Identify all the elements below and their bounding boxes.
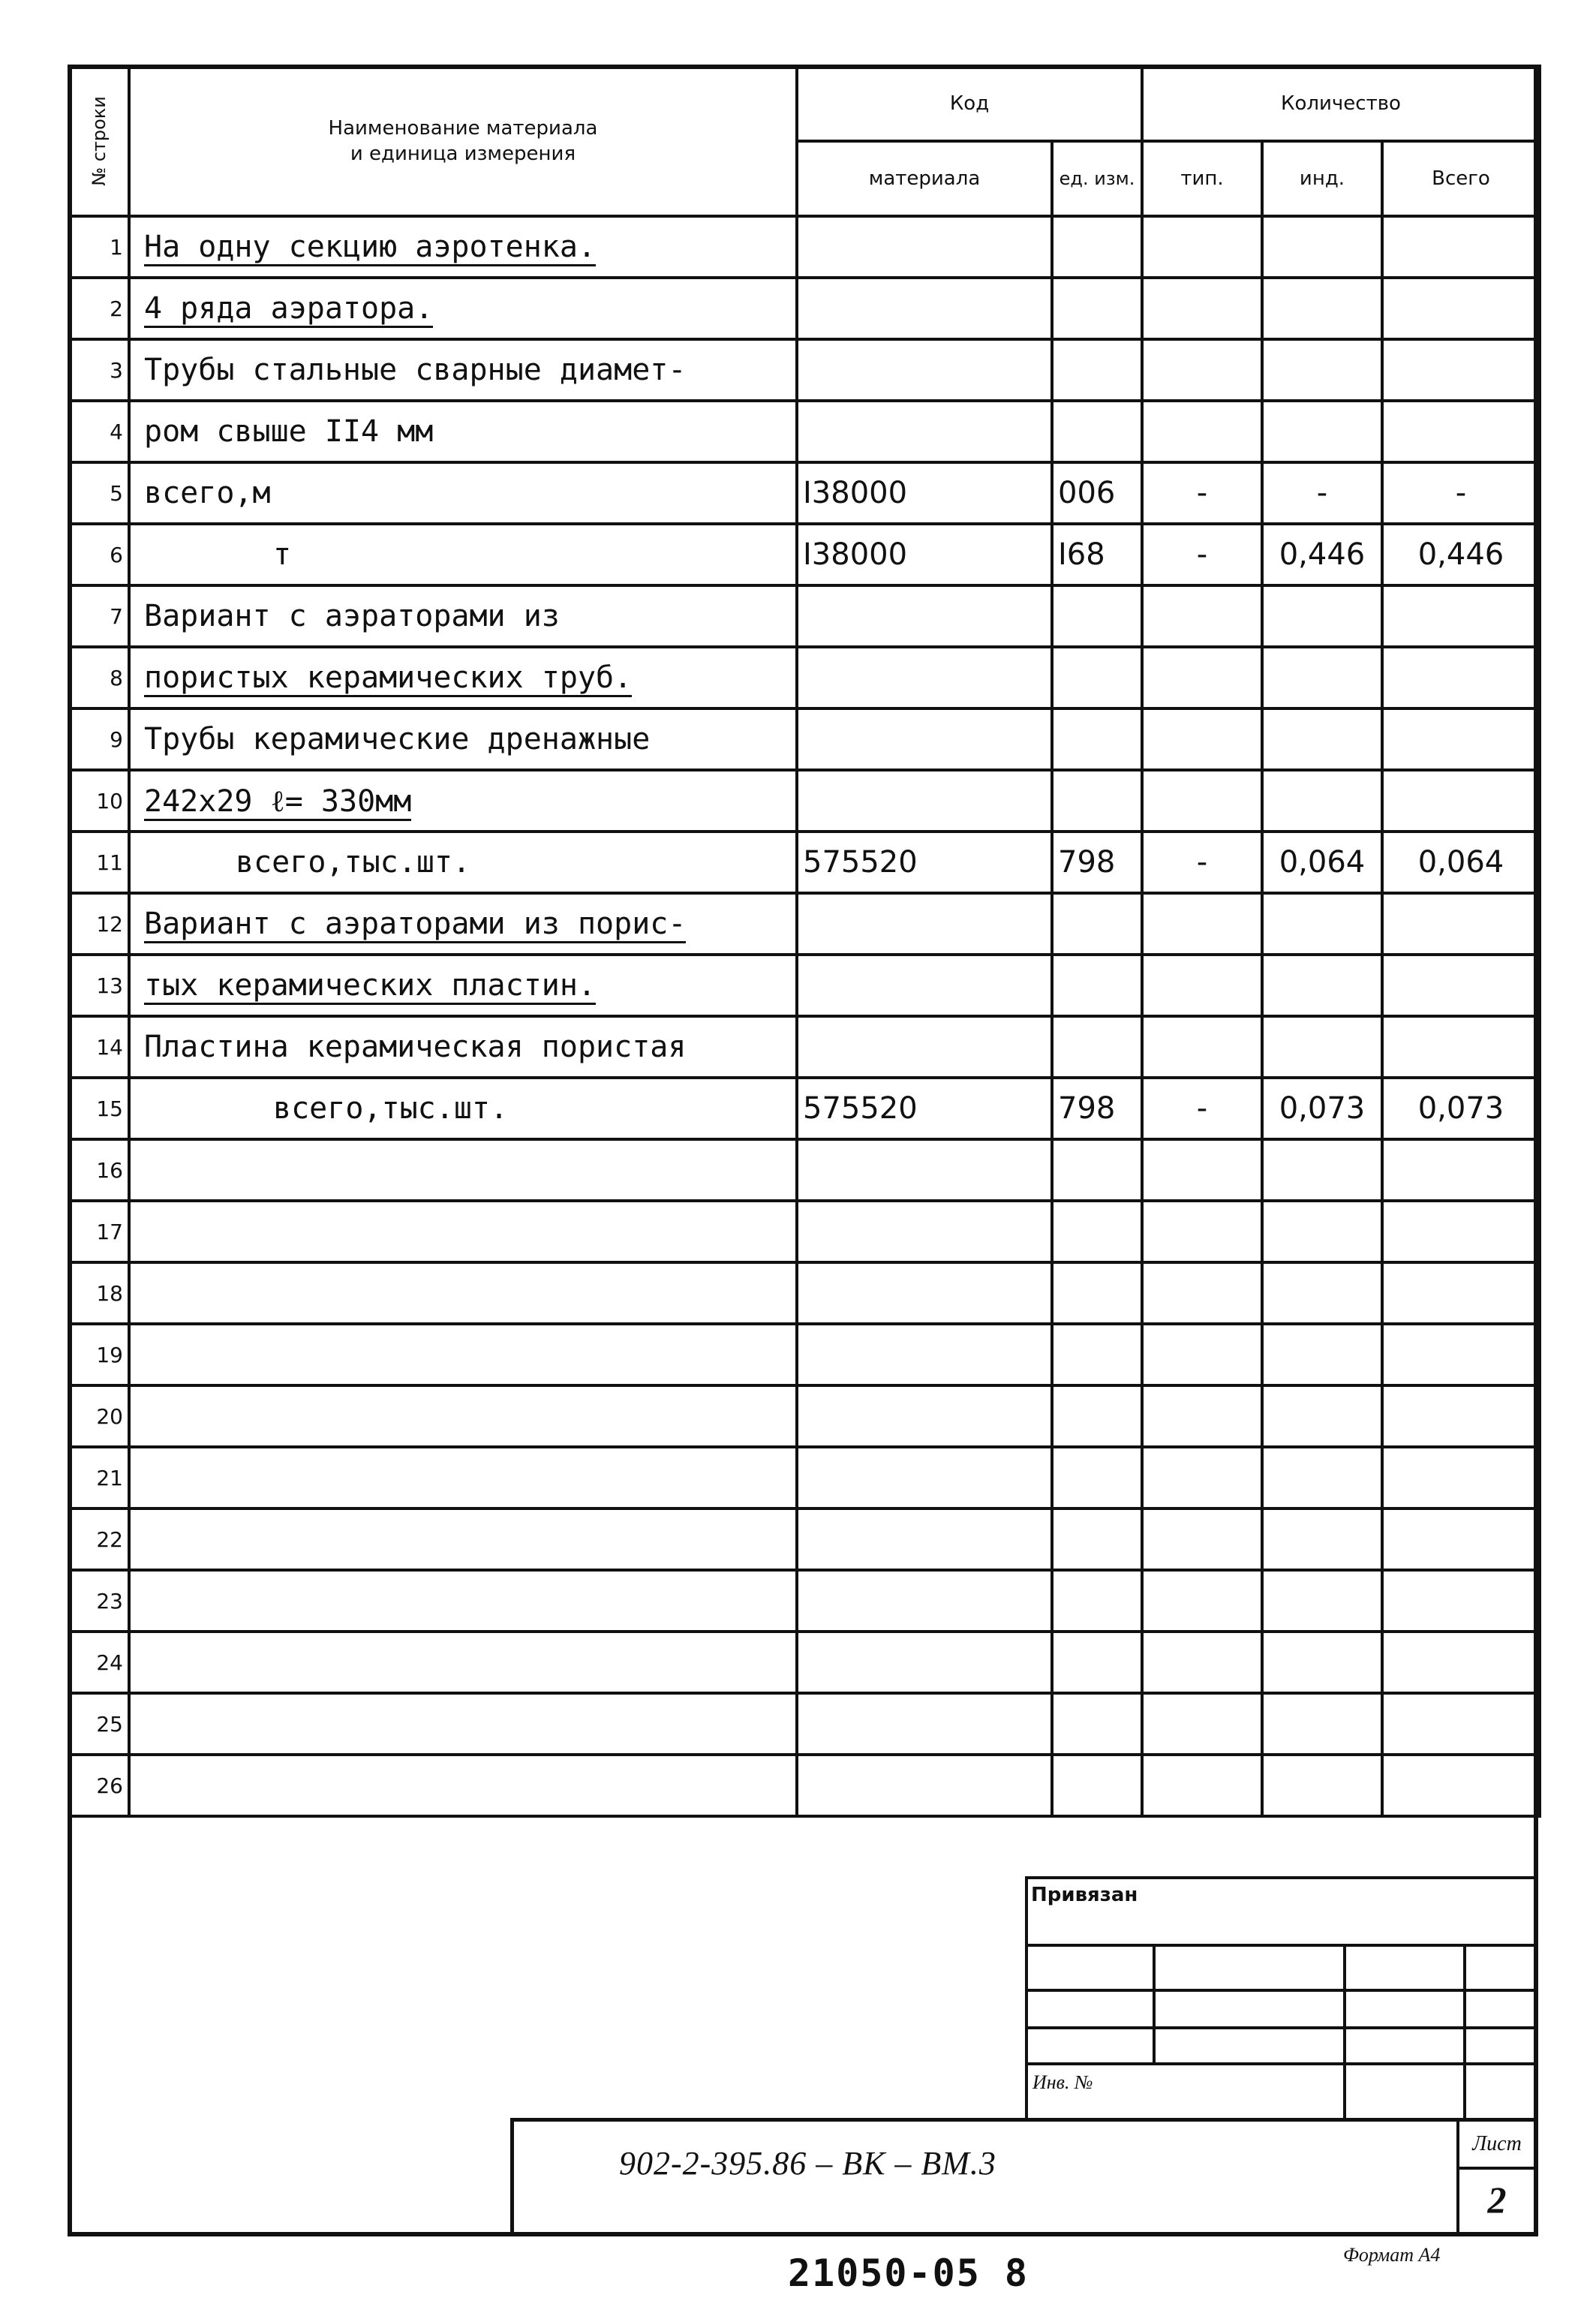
privyazan-label: Привязан — [1031, 1884, 1138, 1906]
unit-code-cell — [1052, 647, 1142, 708]
qty-typical-header: тип. — [1142, 141, 1262, 216]
qty-typical-cell — [1142, 216, 1262, 278]
material-name-cell — [129, 1755, 797, 1816]
row-number: 14 — [69, 1016, 129, 1078]
qty-total-cell — [1382, 1016, 1540, 1078]
unit-code-cell — [1052, 1201, 1142, 1262]
table-row — [69, 524, 1540, 585]
material-code-cell: 575520 — [797, 1078, 1052, 1139]
qty-typical-cell — [1142, 1570, 1262, 1632]
table-row — [69, 1508, 1540, 1570]
table-row — [69, 770, 1540, 832]
qty-individual-cell — [1262, 1139, 1382, 1201]
table-row — [69, 585, 1540, 647]
unit-code-cell: I68 — [1052, 524, 1142, 585]
qty-typical-cell — [1142, 585, 1262, 647]
material-code-cell: 575520 — [797, 832, 1052, 893]
material-name-cell — [129, 339, 797, 401]
qty-typical-cell — [1142, 1016, 1262, 1078]
material-name-text: пористых керамических труб. — [144, 660, 632, 697]
qty-total-cell — [1382, 770, 1540, 832]
table-row — [69, 1016, 1540, 1078]
material-code-cell — [797, 1324, 1052, 1385]
unit-code-cell — [1052, 708, 1142, 770]
row-number: 3 — [69, 339, 129, 401]
qty-total-cell — [1382, 339, 1540, 401]
qty-individual-cell — [1262, 955, 1382, 1016]
material-code-cell — [797, 893, 1052, 955]
row-number: 26 — [69, 1755, 129, 1816]
qty-individual-cell — [1262, 1570, 1382, 1632]
material-name-header — [129, 66, 797, 216]
qty-typical-cell — [1142, 647, 1262, 708]
paper-format: Формат А4 — [1343, 2244, 1441, 2266]
qty-individual-cell — [1262, 1447, 1382, 1508]
quantity-group-header: Количество — [1142, 66, 1540, 141]
material-name-cell — [129, 1385, 797, 1447]
material-name-cell — [129, 1139, 797, 1201]
qty-individual-cell — [1262, 647, 1382, 708]
qty-individual-cell — [1262, 1508, 1382, 1570]
row-number: 5 — [69, 462, 129, 524]
qty-typical-cell — [1142, 708, 1262, 770]
material-name-text: всего,тыс.шт. — [273, 1091, 509, 1126]
qty-typical-cell — [1142, 339, 1262, 401]
qty-total-cell — [1382, 1262, 1540, 1324]
qty-typical-cell — [1142, 893, 1262, 955]
material-name-cell — [129, 1693, 797, 1755]
qty-typical-cell — [1142, 278, 1262, 339]
qty-total-cell — [1382, 1385, 1540, 1447]
qty-total-cell — [1382, 401, 1540, 462]
table-row — [69, 1570, 1540, 1632]
qty-total-cell — [1382, 585, 1540, 647]
row-number: 20 — [69, 1385, 129, 1447]
material-name-cell — [129, 1201, 797, 1262]
unit-code-cell — [1052, 216, 1142, 278]
document-code: 902-2-395.86 – ВК – ВМ.3 — [619, 2145, 996, 2182]
qty-individual-cell — [1262, 1262, 1382, 1324]
table-row — [69, 1139, 1540, 1201]
material-name-text: 242x29 ℓ= 330мм — [144, 784, 411, 821]
code-group-header: Код — [797, 66, 1142, 141]
sheet-number: 2 — [1456, 2167, 1534, 2233]
stamp-vline-2 — [1343, 1944, 1346, 2118]
qty-individual-cell — [1262, 1755, 1382, 1816]
qty-individual-cell — [1262, 708, 1382, 770]
material-code-cell — [797, 1755, 1052, 1816]
stamp-line-1 — [1025, 1944, 1538, 1947]
material-code-cell — [797, 1262, 1052, 1324]
qty-individual-cell — [1262, 1016, 1382, 1078]
qty-typical-cell — [1142, 1385, 1262, 1447]
material-name-cell — [129, 278, 797, 339]
unit-code-cell — [1052, 585, 1142, 647]
material-name-cell — [129, 1078, 797, 1139]
qty-individual-cell: - — [1262, 462, 1382, 524]
material-code-cell — [797, 708, 1052, 770]
stamp-left-line — [1025, 1876, 1028, 2118]
unit-code-cell — [1052, 1385, 1142, 1447]
row-number: 13 — [69, 955, 129, 1016]
qty-total-cell — [1382, 1693, 1540, 1755]
material-name-header-line1: Наименование материала — [328, 117, 598, 140]
qty-total-cell — [1382, 1201, 1540, 1262]
qty-total-cell — [1382, 1139, 1540, 1201]
row-number: 19 — [69, 1324, 129, 1385]
material-name-text: Вариант с аэраторами из — [144, 599, 560, 633]
qty-individual-cell — [1262, 770, 1382, 832]
material-name-cell — [129, 216, 797, 278]
qty-total-cell: 0,446 — [1382, 524, 1540, 585]
qty-typical-cell — [1142, 1324, 1262, 1385]
material-name-text: Трубы керамические дренажные — [144, 722, 651, 756]
material-name-cell — [129, 401, 797, 462]
row-number: 17 — [69, 1201, 129, 1262]
qty-individual-cell: 0,446 — [1262, 524, 1382, 585]
qty-typical-cell: - — [1142, 462, 1262, 524]
qty-total-cell — [1382, 1632, 1540, 1693]
material-code-cell — [797, 955, 1052, 1016]
row-number: 6 — [69, 524, 129, 585]
material-name-text: т — [273, 537, 292, 572]
material-name-cell — [129, 893, 797, 955]
qty-typical-cell — [1142, 770, 1262, 832]
row-number: 4 — [69, 401, 129, 462]
unit-code-cell — [1052, 1632, 1142, 1693]
qty-individual-cell — [1262, 278, 1382, 339]
row-number-header: № строки — [69, 66, 129, 216]
row-number: 21 — [69, 1447, 129, 1508]
material-code-cell — [797, 1385, 1052, 1447]
row-number: 15 — [69, 1078, 129, 1139]
material-name-cell — [129, 1447, 797, 1508]
qty-individual-cell — [1262, 1693, 1382, 1755]
unit-code-header: ед. изм. — [1052, 141, 1142, 216]
material-code-cell — [797, 585, 1052, 647]
material-name-text: Трубы стальные сварные диамет- — [144, 353, 687, 387]
qty-total-cell: 0,064 — [1382, 832, 1540, 893]
qty-typical-cell: - — [1142, 1078, 1262, 1139]
stamp-line-3 — [1025, 2026, 1538, 2029]
approval-stamp — [1025, 1876, 1538, 2116]
qty-typical-cell — [1142, 1693, 1262, 1755]
qty-individual-cell: 0,073 — [1262, 1078, 1382, 1139]
row-number: 23 — [69, 1570, 129, 1632]
table-row — [69, 1262, 1540, 1324]
title-block — [510, 2118, 1538, 2236]
unit-code-cell — [1052, 1693, 1142, 1755]
stamp-top-line — [1025, 1876, 1538, 1879]
material-code-cell — [797, 1570, 1052, 1632]
unit-code-cell: 006 — [1052, 462, 1142, 524]
material-code-cell — [797, 1201, 1052, 1262]
unit-code-cell: 798 — [1052, 1078, 1142, 1139]
qty-total-cell — [1382, 1324, 1540, 1385]
material-name-text: тых керамических пластин. — [144, 968, 596, 1005]
table-row — [69, 339, 1540, 401]
unit-code-cell — [1052, 278, 1142, 339]
qty-individual-cell — [1262, 1385, 1382, 1447]
material-code-cell — [797, 1016, 1052, 1078]
unit-code-cell — [1052, 1447, 1142, 1508]
inventory-number-label: Инв. № — [1032, 2071, 1093, 2093]
qty-individual-cell — [1262, 339, 1382, 401]
row-number: 24 — [69, 1632, 129, 1693]
table-row — [69, 1693, 1540, 1755]
qty-total-cell — [1382, 1508, 1540, 1570]
qty-individual-cell — [1262, 216, 1382, 278]
material-code-cell — [797, 1693, 1052, 1755]
material-name-cell — [129, 955, 797, 1016]
unit-code-cell — [1052, 1508, 1142, 1570]
table-row — [69, 1632, 1540, 1693]
qty-individual-cell — [1262, 585, 1382, 647]
row-number: 2 — [69, 278, 129, 339]
qty-individual-cell — [1262, 401, 1382, 462]
qty-typical-cell — [1142, 1447, 1262, 1508]
unit-code-cell — [1052, 1139, 1142, 1201]
table-row — [69, 401, 1540, 462]
material-code-cell — [797, 1139, 1052, 1201]
row-number: 10 — [69, 770, 129, 832]
table-row — [69, 1324, 1540, 1385]
stamp-vline-3 — [1463, 1944, 1466, 2118]
row-number: 9 — [69, 708, 129, 770]
material-name-text: 4 ряда аэратора. — [144, 291, 433, 328]
material-code-cell — [797, 1447, 1052, 1508]
row-number: 11 — [69, 832, 129, 893]
qty-total-cell — [1382, 647, 1540, 708]
material-name-cell — [129, 1570, 797, 1632]
material-name-cell — [129, 462, 797, 524]
material-name-cell — [129, 647, 797, 708]
row-number: 16 — [69, 1139, 129, 1201]
table-row — [69, 1201, 1540, 1262]
table-row — [69, 708, 1540, 770]
row-number: 7 — [69, 585, 129, 647]
table-row — [69, 832, 1540, 893]
materials-table — [68, 65, 1541, 1818]
material-name-cell — [129, 770, 797, 832]
qty-typical-cell: - — [1142, 524, 1262, 585]
material-name-text: Пластина керамическая пористая — [144, 1030, 687, 1064]
archive-number: 21050-05 8 — [788, 2251, 1029, 2295]
qty-typical-cell — [1142, 1139, 1262, 1201]
table-row — [69, 1078, 1540, 1139]
qty-individual-cell — [1262, 1324, 1382, 1385]
qty-individual-cell: 0,064 — [1262, 832, 1382, 893]
unit-code-cell — [1052, 1324, 1142, 1385]
qty-typical-cell — [1142, 1508, 1262, 1570]
qty-total-cell — [1382, 893, 1540, 955]
row-number: 25 — [69, 1693, 129, 1755]
material-code-cell — [797, 1508, 1052, 1570]
qty-typical-cell — [1142, 1262, 1262, 1324]
material-code-cell — [797, 216, 1052, 278]
material-name-text: ром свыше II4 мм — [144, 414, 434, 449]
material-name-cell — [129, 1016, 797, 1078]
unit-code-cell — [1052, 401, 1142, 462]
material-code-cell — [797, 401, 1052, 462]
qty-total-cell: 0,073 — [1382, 1078, 1540, 1139]
material-name-cell — [129, 1508, 797, 1570]
row-number: 18 — [69, 1262, 129, 1324]
material-code-cell: I38000 — [797, 462, 1052, 524]
material-code-cell — [797, 339, 1052, 401]
table-row — [69, 278, 1540, 339]
material-name-cell — [129, 524, 797, 585]
material-name-cell — [129, 708, 797, 770]
qty-typical-cell — [1142, 401, 1262, 462]
material-code-cell — [797, 1632, 1052, 1693]
qty-total-cell: - — [1382, 462, 1540, 524]
row-number: 12 — [69, 893, 129, 955]
qty-individual-cell — [1262, 1201, 1382, 1262]
qty-total-cell — [1382, 1570, 1540, 1632]
material-code-cell: I38000 — [797, 524, 1052, 585]
stamp-line-2 — [1025, 1989, 1538, 1992]
row-number: 22 — [69, 1508, 129, 1570]
qty-total-cell — [1382, 1447, 1540, 1508]
stamp-vline-1 — [1153, 1944, 1156, 2062]
unit-code-cell — [1052, 339, 1142, 401]
table-row — [69, 462, 1540, 524]
material-name-text: всего,тыс.шт. — [236, 845, 471, 880]
unit-code-cell — [1052, 1570, 1142, 1632]
qty-total-cell — [1382, 278, 1540, 339]
qty-typical-cell — [1142, 955, 1262, 1016]
material-name-header-line2: и единица измерения — [350, 143, 576, 165]
qty-typical-cell — [1142, 1755, 1262, 1816]
material-code-cell — [797, 647, 1052, 708]
unit-code-cell — [1052, 1016, 1142, 1078]
material-code-cell — [797, 278, 1052, 339]
material-name-cell — [129, 1262, 797, 1324]
material-code-cell — [797, 770, 1052, 832]
material-name-text: На одну секцию аэротенка. — [144, 230, 596, 266]
table-row — [69, 1755, 1540, 1816]
qty-typical-cell: - — [1142, 832, 1262, 893]
table-row — [69, 955, 1540, 1016]
material-name-cell — [129, 1324, 797, 1385]
sheet-label: Лист — [1456, 2122, 1534, 2170]
qty-total-cell — [1382, 708, 1540, 770]
material-code-header: материала — [797, 141, 1052, 216]
unit-code-cell — [1052, 770, 1142, 832]
row-number: 8 — [69, 647, 129, 708]
qty-total-cell — [1382, 1755, 1540, 1816]
qty-individual-cell — [1262, 1632, 1382, 1693]
unit-code-cell — [1052, 1262, 1142, 1324]
table-row — [69, 647, 1540, 708]
qty-total-cell — [1382, 955, 1540, 1016]
material-name-cell — [129, 1632, 797, 1693]
table-row — [69, 1447, 1540, 1508]
table-row — [69, 893, 1540, 955]
qty-individual-cell — [1262, 893, 1382, 955]
table-row — [69, 1385, 1540, 1447]
unit-code-cell: 798 — [1052, 832, 1142, 893]
row-number: 1 — [69, 216, 129, 278]
qty-typical-cell — [1142, 1201, 1262, 1262]
material-name-text: Вариант с аэраторами из порис- — [144, 907, 686, 943]
unit-code-cell — [1052, 955, 1142, 1016]
unit-code-cell — [1052, 893, 1142, 955]
material-name-cell — [129, 832, 797, 893]
qty-individual-header: инд. — [1262, 141, 1382, 216]
qty-typical-cell — [1142, 1632, 1262, 1693]
unit-code-cell — [1052, 1755, 1142, 1816]
qty-total-header: Всего — [1382, 141, 1540, 216]
qty-total-cell — [1382, 216, 1540, 278]
material-name-text: всего,м — [144, 476, 271, 510]
stamp-line-4 — [1025, 2062, 1538, 2065]
material-name-cell — [129, 585, 797, 647]
table-row — [69, 216, 1540, 278]
